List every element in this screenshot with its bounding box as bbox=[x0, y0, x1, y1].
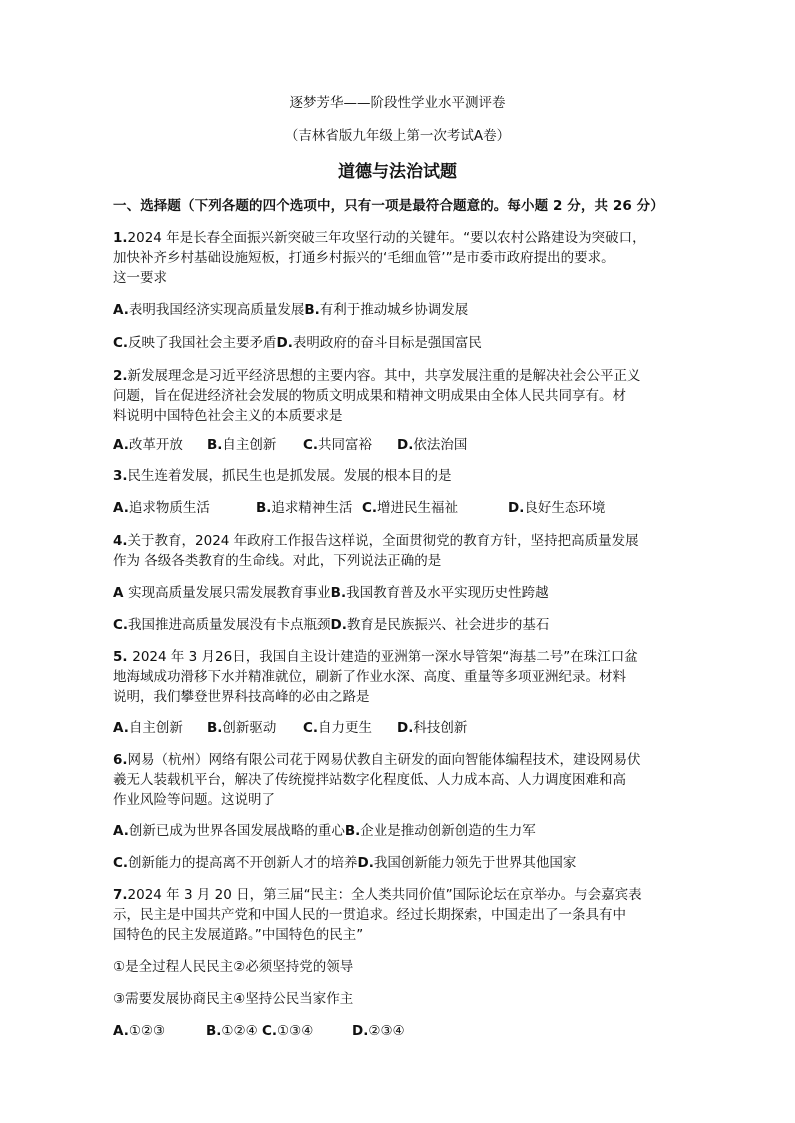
question-1-stem-line-2: 加快补齐乡村基础设施短板，打通乡村振兴的‘毛细血管’”是市委市政府提出的要求。 bbox=[113, 250, 615, 266]
question-4-option-b: B.我国教育普及水平实现历史性跨越 bbox=[330, 585, 549, 601]
question-7-option-c: C.①③④ bbox=[262, 1023, 314, 1039]
question-2-option-b: B.自主创新 bbox=[207, 437, 277, 453]
question-4-option-d: D.教育是民族振兴、社会进步的基石 bbox=[330, 617, 550, 633]
question-6-options-row-1 bbox=[113, 821, 703, 841]
question-5-stem-line-2: 地海域成功滑移下水并精准就位，刷新了作业水深、高度、重量等多项亚洲纪录。材料 bbox=[113, 669, 626, 685]
question-1-option-c: C.反映了我国社会主要矛盾 bbox=[113, 335, 277, 351]
question-6-options-row-2 bbox=[113, 853, 703, 873]
question-2-stem-line-3: 料说明中国特色社会主义的本质要求是 bbox=[113, 408, 343, 424]
question-3-option-b: B.追求精神生活 bbox=[256, 500, 353, 516]
question-6-stem-line-3: 作业风险等问题。这说明了 bbox=[113, 792, 275, 808]
question-7-statement-line-1: ①是全过程人民民主②必须坚持党的领导 bbox=[113, 959, 354, 975]
question-5-stem-line-3: 说明，我们攀登世界科技高峰的必由之路是 bbox=[113, 689, 370, 705]
question-2-option-a: A.改革开放 bbox=[113, 437, 183, 453]
question-2-option-c: C.共同富裕 bbox=[303, 437, 373, 453]
question-1-stem-line-3: 这一要求 bbox=[113, 270, 167, 286]
question-6-stem-line-1: 6.网易（杭州）网络有限公司花于网易伏教自主研发的面向智能体编程技术，建设网易伏 bbox=[113, 752, 641, 768]
question-7-option-d: D.②③④ bbox=[352, 1023, 405, 1039]
question-1-option-b: B.有利于推动城乡协调发展 bbox=[304, 302, 469, 318]
question-6-option-b: B.企业是推动创新创造的生力军 bbox=[344, 823, 536, 839]
question-4-options-row-1 bbox=[113, 583, 703, 603]
question-1-options-row-2 bbox=[113, 333, 703, 353]
question-5-option-b: B.创新驱动 bbox=[207, 720, 277, 736]
question-5-option-a: A.自主创新 bbox=[113, 720, 183, 736]
question-6-option-c: C.创新能力的提高离不开创新人才的培养 bbox=[113, 855, 358, 871]
question-4-options-row-2 bbox=[113, 615, 703, 635]
section-heading: 一、选择题（下列各题的四个选项中，只有一项是最符合题意的。每小题 2 分，共 26 分） bbox=[113, 198, 664, 214]
question-7-stem-line-2: 示，民主是中国共产党和中国人民的一贯追求。经过长期探索，中国走出了一条具有中 bbox=[113, 907, 626, 923]
question-6-stem-line-2: 羲无人装载机平台，解决了传统搅拌站数字化程度低、人力成本高、人力调度困难和高 bbox=[113, 772, 626, 788]
question-4-option-c: C.我国推进高质量发展没有卡点瓶颈 bbox=[113, 617, 331, 633]
question-1-stem-line-1: 1.2024 年是长春全面振兴新突破三年攻坚行动的关键年。“要以农村公路建设为突破口， bbox=[113, 230, 646, 246]
question-7-stem-line-3: 国特色的民主发展道路。”中国特色的民主” bbox=[113, 927, 364, 943]
question-5-stem-line-1: 5. 2024 年 3 月26日，我国自主设计建造的亚洲第一深水导管架“海基二号”在珠江口盆 bbox=[113, 649, 638, 665]
question-6-option-d: D.我国创新能力领先于世界其他国家 bbox=[357, 855, 577, 871]
question-3-stem-line-1: 3.民生连着发展，抓民生也是抓发展。发展的根本目的是 bbox=[113, 468, 452, 484]
series-title: 逐梦芳华——阶段性学业水平测评卷 bbox=[289, 95, 506, 111]
question-1-option-d: D.表明政府的奋斗目标是强国富民 bbox=[276, 335, 482, 351]
question-6-option-a: A.创新已成为世界各国发展战略的重心 bbox=[113, 823, 345, 839]
exam-subtitle: （吉林省版九年级上第一次考试A卷） bbox=[284, 128, 511, 144]
question-3-option-a: A.追求物质生活 bbox=[113, 500, 210, 516]
question-4-stem-line-1: 4.关于教育，2024 年政府工作报告这样说，全面贯彻党的教育方针，坚持把高质量发展 bbox=[113, 533, 639, 549]
question-2-option-d: D.依法治国 bbox=[397, 437, 468, 453]
question-1-option-a: A.表明我国经济实现高质量发展 bbox=[113, 302, 305, 318]
question-7-option-a: A.①②③ bbox=[113, 1023, 166, 1039]
question-4-option-a: A 实现高质量发展只需发展教育事业 bbox=[113, 585, 331, 601]
question-3-options-row bbox=[113, 498, 703, 518]
question-2-options-row bbox=[113, 435, 703, 455]
question-7-options-row bbox=[113, 1021, 703, 1041]
question-7-statement-line-2: ③需要发展协商民主④坚持公民当家作主 bbox=[113, 991, 354, 1007]
question-3-option-d: D.良好生态环境 bbox=[508, 500, 606, 516]
question-5-options-row bbox=[113, 718, 703, 738]
question-1-options-row-1 bbox=[113, 300, 703, 320]
question-7-stem-line-1: 7.2024 年 3 月 20 日，第三届“民主：全人类共同价值”国际论坛在京举办。与会嘉宾表 bbox=[113, 887, 642, 903]
question-2-stem-line-2: 问题，旨在促进经济社会发展的物质文明成果和精神文明成果由全体人民共同享有。材 bbox=[113, 388, 626, 404]
question-7-option-b: B.①②④ bbox=[206, 1023, 258, 1039]
exam-title: 道德与法治试题 bbox=[338, 162, 457, 182]
question-3-option-c: C.增进民生福祉 bbox=[362, 500, 459, 516]
question-2-stem-line-1: 2.新发展理念是习近平经济思想的主要内容。其中，共享发展注重的是解决社会公平正义 bbox=[113, 368, 641, 384]
question-5-option-d: D.科技创新 bbox=[397, 720, 468, 736]
question-5-option-c: C.自力更生 bbox=[303, 720, 373, 736]
question-4-stem-line-2: 作为 各级各类教育的生命线。对此，下列说法正确的是 bbox=[113, 553, 442, 569]
